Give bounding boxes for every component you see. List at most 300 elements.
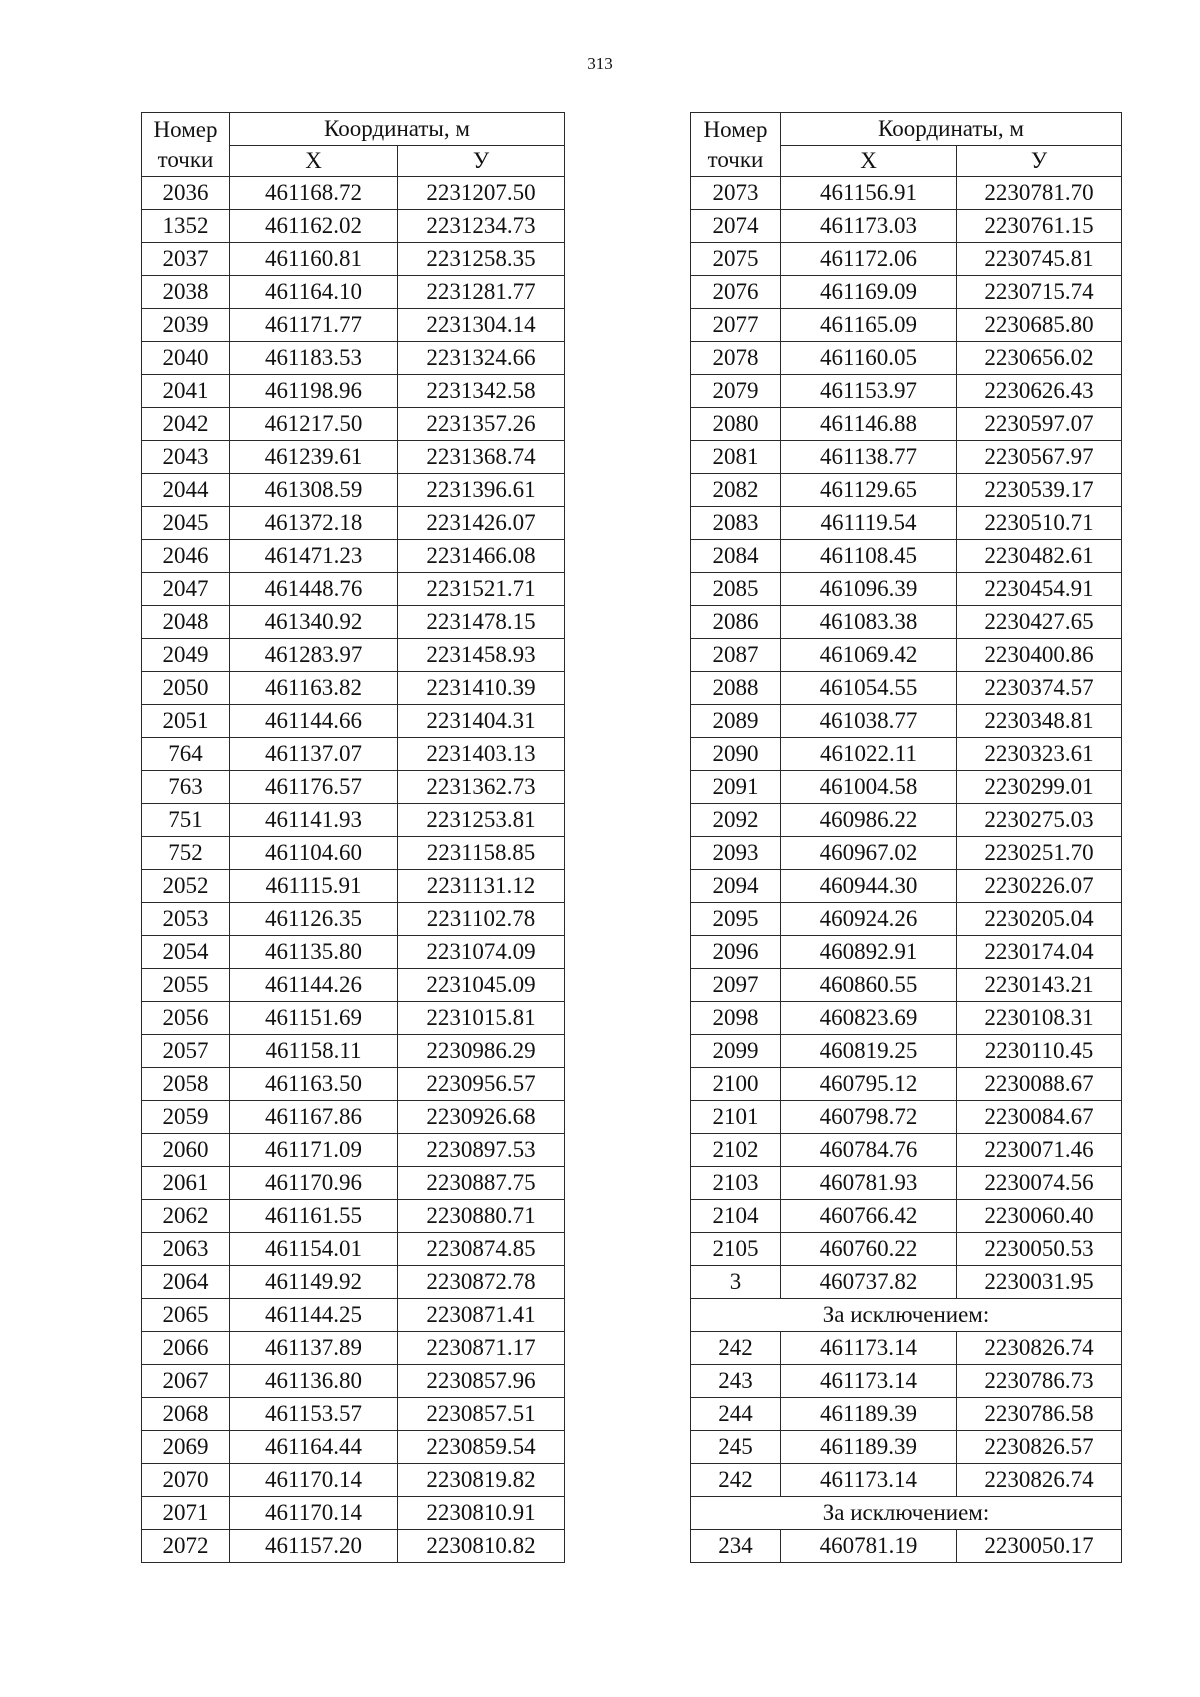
point-number-cell: 2082 <box>691 474 781 507</box>
table-row <box>691 672 1122 705</box>
y-coordinate-cell: 2230745.81 <box>957 243 1122 276</box>
table-row <box>142 804 565 837</box>
table-row <box>142 309 565 342</box>
table-row <box>142 1134 565 1167</box>
x-coordinate-cell: 461141.93 <box>230 804 398 837</box>
x-coordinate-cell: 461448.76 <box>230 573 398 606</box>
y-coordinate-cell: 2230810.82 <box>398 1530 565 1563</box>
table-row <box>142 573 565 606</box>
x-coordinate-cell: 460986.22 <box>781 804 957 837</box>
point-number-cell: 2091 <box>691 771 781 804</box>
coordinates-header: Координаты, м <box>230 113 565 146</box>
y-coordinate-cell: 2230510.71 <box>957 507 1122 540</box>
table-row <box>142 1266 565 1299</box>
x-coordinate-cell: 461154.01 <box>230 1233 398 1266</box>
table-row <box>142 276 565 309</box>
table-row <box>691 1398 1122 1431</box>
y-coordinate-cell: 2230859.54 <box>398 1431 565 1464</box>
x-coordinate-cell: 461183.53 <box>230 342 398 375</box>
y-coordinate-cell: 2231521.71 <box>398 573 565 606</box>
y-coordinate-cell: 2231045.09 <box>398 969 565 1002</box>
x-coordinate-cell: 461198.96 <box>230 375 398 408</box>
x-coordinate-cell: 461189.39 <box>781 1431 957 1464</box>
y-coordinate-cell: 2230482.61 <box>957 540 1122 573</box>
point-number-cell: 2077 <box>691 309 781 342</box>
y-coordinate-cell: 2230108.31 <box>957 1002 1122 1035</box>
x-coordinate-cell: 461156.91 <box>781 177 957 210</box>
x-coordinate-cell: 461165.09 <box>781 309 957 342</box>
point-number-cell: 2044 <box>142 474 230 507</box>
table-row <box>691 309 1122 342</box>
y-coordinate-cell: 2230251.70 <box>957 837 1122 870</box>
point-number-cell: 2090 <box>691 738 781 771</box>
table-row <box>142 243 565 276</box>
y-coordinate-cell: 2230781.70 <box>957 177 1122 210</box>
x-coordinate-cell: 461153.97 <box>781 375 957 408</box>
x-coordinate-cell: 461096.39 <box>781 573 957 606</box>
point-number-cell: 2037 <box>142 243 230 276</box>
point-number-cell: 2105 <box>691 1233 781 1266</box>
table-row <box>142 639 565 672</box>
y-coordinate-cell: 2230826.74 <box>957 1332 1122 1365</box>
x-coordinate-cell: 460823.69 <box>781 1002 957 1035</box>
point-number-cell: 2096 <box>691 936 781 969</box>
x-coordinate-cell: 460892.91 <box>781 936 957 969</box>
y-coordinate-cell: 2231478.15 <box>398 606 565 639</box>
y-coordinate-cell: 2230323.61 <box>957 738 1122 771</box>
point-number-cell: 2070 <box>142 1464 230 1497</box>
y-coordinate-cell: 2230810.91 <box>398 1497 565 1530</box>
table-row <box>142 837 565 870</box>
x-coordinate-cell: 461151.69 <box>230 1002 398 1035</box>
point-number-cell: 2088 <box>691 672 781 705</box>
table-row <box>142 1068 565 1101</box>
point-number-cell: 2059 <box>142 1101 230 1134</box>
y-coordinate-cell: 2230088.67 <box>957 1068 1122 1101</box>
point-number-cell: 2050 <box>142 672 230 705</box>
y-coordinate-cell: 2231258.35 <box>398 243 565 276</box>
x-coordinate-cell: 461108.45 <box>781 540 957 573</box>
coordinates-header: Координаты, м <box>781 113 1122 146</box>
y-coordinate-cell: 2230226.07 <box>957 870 1122 903</box>
point-number-cell: 2069 <box>142 1431 230 1464</box>
y-coordinate-cell: 2231368.74 <box>398 441 565 474</box>
y-coordinate-cell: 2230299.01 <box>957 771 1122 804</box>
y-coordinate-cell: 2230887.75 <box>398 1167 565 1200</box>
x-coordinate-cell: 461144.26 <box>230 969 398 1002</box>
point-number-cell: 2102 <box>691 1134 781 1167</box>
y-coordinate-cell: 2231304.14 <box>398 309 565 342</box>
y-coordinate-cell: 2230656.02 <box>957 342 1122 375</box>
x-coordinate-cell: 461137.89 <box>230 1332 398 1365</box>
point-number-cell: 763 <box>142 771 230 804</box>
x-coordinate-cell: 461158.11 <box>230 1035 398 1068</box>
table-row <box>142 177 565 210</box>
y-coordinate-cell: 2231102.78 <box>398 903 565 936</box>
y-coordinate-cell: 2230400.86 <box>957 639 1122 672</box>
x-coordinate-cell: 461163.50 <box>230 1068 398 1101</box>
point-number-cell: 2036 <box>142 177 230 210</box>
table-row <box>691 903 1122 936</box>
point-number-cell: 2097 <box>691 969 781 1002</box>
y-coordinate-cell: 2230374.57 <box>957 672 1122 705</box>
x-coordinate-cell: 460781.19 <box>781 1530 957 1563</box>
x-coordinate-cell: 461471.23 <box>230 540 398 573</box>
x-column-header: Х <box>230 146 398 177</box>
y-coordinate-cell: 2231207.50 <box>398 177 565 210</box>
table-row <box>691 243 1122 276</box>
table-row <box>142 1530 565 1563</box>
point-number-cell: 2100 <box>691 1068 781 1101</box>
point-number-cell: 2080 <box>691 408 781 441</box>
point-number-cell: 2081 <box>691 441 781 474</box>
point-number-cell: 2051 <box>142 705 230 738</box>
table-row <box>142 738 565 771</box>
table-row <box>691 1332 1122 1365</box>
x-coordinate-cell: 461144.66 <box>230 705 398 738</box>
table-row <box>691 210 1122 243</box>
point-number-cell: 2075 <box>691 243 781 276</box>
point-number-cell: 2052 <box>142 870 230 903</box>
point-number-cell: 2060 <box>142 1134 230 1167</box>
table-row <box>142 441 565 474</box>
table-row <box>691 1035 1122 1068</box>
y-coordinate-cell: 2230786.73 <box>957 1365 1122 1398</box>
table-row <box>691 375 1122 408</box>
exclusion-row <box>691 1497 1122 1530</box>
table-header-row <box>142 113 565 146</box>
table-row <box>142 1464 565 1497</box>
table-row <box>691 1431 1122 1464</box>
table-row <box>142 1101 565 1134</box>
table-row <box>142 1167 565 1200</box>
y-coordinate-cell: 2231131.12 <box>398 870 565 903</box>
point-number-cell: 245 <box>691 1431 781 1464</box>
point-number-cell: 2104 <box>691 1200 781 1233</box>
y-coordinate-cell: 2230986.29 <box>398 1035 565 1068</box>
x-coordinate-cell: 461153.57 <box>230 1398 398 1431</box>
y-coordinate-cell: 2230926.68 <box>398 1101 565 1134</box>
table-row <box>142 342 565 375</box>
point-number-cell: 2067 <box>142 1365 230 1398</box>
table-row <box>691 936 1122 969</box>
y-coordinate-cell: 2230786.58 <box>957 1398 1122 1431</box>
table-row <box>142 672 565 705</box>
point-number-cell: 243 <box>691 1365 781 1398</box>
table-row <box>142 1497 565 1530</box>
x-coordinate-cell: 460781.93 <box>781 1167 957 1200</box>
y-coordinate-cell: 2231466.08 <box>398 540 565 573</box>
y-coordinate-cell: 2230956.57 <box>398 1068 565 1101</box>
x-coordinate-cell: 461129.65 <box>781 474 957 507</box>
table-row <box>691 639 1122 672</box>
y-coordinate-cell: 2230205.04 <box>957 903 1122 936</box>
x-coordinate-cell: 461189.39 <box>781 1398 957 1431</box>
point-number-cell: 2072 <box>142 1530 230 1563</box>
x-coordinate-cell: 460760.22 <box>781 1233 957 1266</box>
y-coordinate-cell: 2230872.78 <box>398 1266 565 1299</box>
x-coordinate-cell: 461170.96 <box>230 1167 398 1200</box>
table-row <box>691 705 1122 738</box>
y-coordinate-cell: 2230597.07 <box>957 408 1122 441</box>
point-number-cell: 752 <box>142 837 230 870</box>
y-coordinate-cell: 2231342.58 <box>398 375 565 408</box>
y-coordinate-cell: 2230880.71 <box>398 1200 565 1233</box>
y-coordinate-cell: 2230031.95 <box>957 1266 1122 1299</box>
y-coordinate-cell: 2230348.81 <box>957 705 1122 738</box>
point-number-cell: 751 <box>142 804 230 837</box>
x-coordinate-cell: 461149.92 <box>230 1266 398 1299</box>
point-number-cell: 2039 <box>142 309 230 342</box>
y-coordinate-cell: 2230874.85 <box>398 1233 565 1266</box>
x-coordinate-cell: 461164.44 <box>230 1431 398 1464</box>
x-coordinate-cell: 461115.91 <box>230 870 398 903</box>
x-coordinate-cell: 460737.82 <box>781 1266 957 1299</box>
table-row <box>691 441 1122 474</box>
x-coordinate-cell: 461126.35 <box>230 903 398 936</box>
y-coordinate-cell: 2230110.45 <box>957 1035 1122 1068</box>
y-coordinate-cell: 2230626.43 <box>957 375 1122 408</box>
coordinates-table-left <box>141 112 565 1563</box>
coordinates-table-left-body <box>142 113 565 1563</box>
point-number-cell: 2066 <box>142 1332 230 1365</box>
table-row <box>691 573 1122 606</box>
exclusion-label: За исключением: <box>691 1299 1122 1332</box>
table-row <box>142 1200 565 1233</box>
y-coordinate-cell: 2230275.03 <box>957 804 1122 837</box>
point-number-header-line1: Номер <box>703 116 768 142</box>
point-number-cell: 3 <box>691 1266 781 1299</box>
y-coordinate-cell: 2231234.73 <box>398 210 565 243</box>
x-coordinate-cell: 461038.77 <box>781 705 957 738</box>
x-coordinate-cell: 460860.55 <box>781 969 957 1002</box>
table-row <box>691 1530 1122 1563</box>
x-coordinate-cell: 461022.11 <box>781 738 957 771</box>
y-coordinate-cell: 2231396.61 <box>398 474 565 507</box>
y-coordinate-cell: 2230060.40 <box>957 1200 1122 1233</box>
x-coordinate-cell: 461239.61 <box>230 441 398 474</box>
y-coordinate-cell: 2230454.91 <box>957 573 1122 606</box>
x-coordinate-cell: 461136.80 <box>230 1365 398 1398</box>
exclusion-label: За исключением: <box>691 1497 1122 1530</box>
table-row <box>142 1398 565 1431</box>
y-column-header: У <box>957 146 1122 177</box>
point-number-cell: 242 <box>691 1332 781 1365</box>
x-column-header: Х <box>781 146 957 177</box>
point-number-cell: 2085 <box>691 573 781 606</box>
y-coordinate-cell: 2230050.17 <box>957 1530 1122 1563</box>
table-row <box>142 870 565 903</box>
table-row <box>691 1365 1122 1398</box>
x-coordinate-cell: 461144.25 <box>230 1299 398 1332</box>
y-coordinate-cell: 2230567.97 <box>957 441 1122 474</box>
table-row <box>691 771 1122 804</box>
x-coordinate-cell: 461163.82 <box>230 672 398 705</box>
table-row <box>691 1233 1122 1266</box>
point-number-cell: 2064 <box>142 1266 230 1299</box>
point-number-cell: 2076 <box>691 276 781 309</box>
table-row <box>691 1068 1122 1101</box>
point-number-cell: 2038 <box>142 276 230 309</box>
point-number-cell: 2094 <box>691 870 781 903</box>
table-row <box>142 1365 565 1398</box>
x-coordinate-cell: 460798.72 <box>781 1101 957 1134</box>
table-row <box>691 540 1122 573</box>
x-coordinate-cell: 461004.58 <box>781 771 957 804</box>
point-number-cell: 2061 <box>142 1167 230 1200</box>
point-number-cell: 2073 <box>691 177 781 210</box>
x-coordinate-cell: 461104.60 <box>230 837 398 870</box>
table-row <box>142 375 565 408</box>
y-coordinate-cell: 2230826.74 <box>957 1464 1122 1497</box>
y-column-header: У <box>398 146 565 177</box>
point-number-cell: 242 <box>691 1464 781 1497</box>
y-coordinate-cell: 2230050.53 <box>957 1233 1122 1266</box>
y-coordinate-cell: 2230685.80 <box>957 309 1122 342</box>
y-coordinate-cell: 2231281.77 <box>398 276 565 309</box>
table-row <box>691 1464 1122 1497</box>
y-coordinate-cell: 2231357.26 <box>398 408 565 441</box>
point-number-cell: 2071 <box>142 1497 230 1530</box>
y-coordinate-cell: 2230897.53 <box>398 1134 565 1167</box>
point-number-cell: 2092 <box>691 804 781 837</box>
x-coordinate-cell: 461171.09 <box>230 1134 398 1167</box>
x-coordinate-cell: 461160.81 <box>230 243 398 276</box>
point-number-header <box>691 113 781 177</box>
table-row <box>142 705 565 738</box>
x-coordinate-cell: 461172.06 <box>781 243 957 276</box>
y-coordinate-cell: 2230084.67 <box>957 1101 1122 1134</box>
x-coordinate-cell: 460924.26 <box>781 903 957 936</box>
point-number-cell: 2095 <box>691 903 781 936</box>
table-row <box>142 903 565 936</box>
point-number-cell: 2086 <box>691 606 781 639</box>
point-number-cell: 2103 <box>691 1167 781 1200</box>
table-row <box>691 408 1122 441</box>
point-number-cell: 2055 <box>142 969 230 1002</box>
point-number-cell: 2068 <box>142 1398 230 1431</box>
table-row <box>691 1002 1122 1035</box>
x-coordinate-cell: 460819.25 <box>781 1035 957 1068</box>
x-coordinate-cell: 461168.72 <box>230 177 398 210</box>
point-number-cell: 2063 <box>142 1233 230 1266</box>
table-row <box>691 969 1122 1002</box>
table-row <box>691 1167 1122 1200</box>
table-row <box>142 606 565 639</box>
point-number-cell: 2062 <box>142 1200 230 1233</box>
x-coordinate-cell: 461170.14 <box>230 1497 398 1530</box>
x-coordinate-cell: 460795.12 <box>781 1068 957 1101</box>
point-number-cell: 2045 <box>142 507 230 540</box>
point-number-cell: 244 <box>691 1398 781 1431</box>
table-row <box>142 1233 565 1266</box>
table-row <box>691 1134 1122 1167</box>
y-coordinate-cell: 2231074.09 <box>398 936 565 969</box>
point-number-cell: 2065 <box>142 1299 230 1332</box>
table-row <box>142 969 565 1002</box>
y-coordinate-cell: 2230871.17 <box>398 1332 565 1365</box>
y-coordinate-cell: 2230071.46 <box>957 1134 1122 1167</box>
y-coordinate-cell: 2231403.13 <box>398 738 565 771</box>
x-coordinate-cell: 461167.86 <box>230 1101 398 1134</box>
point-number-cell: 2078 <box>691 342 781 375</box>
x-coordinate-cell: 461135.80 <box>230 936 398 969</box>
x-coordinate-cell: 461069.42 <box>781 639 957 672</box>
point-number-cell: 2058 <box>142 1068 230 1101</box>
table-row <box>691 342 1122 375</box>
y-coordinate-cell: 2230857.96 <box>398 1365 565 1398</box>
table-row <box>142 1332 565 1365</box>
table-row <box>691 1200 1122 1233</box>
x-coordinate-cell: 461137.07 <box>230 738 398 771</box>
x-coordinate-cell: 460944.30 <box>781 870 957 903</box>
table-row <box>142 474 565 507</box>
x-coordinate-cell: 461340.92 <box>230 606 398 639</box>
table-header-row <box>691 113 1122 146</box>
point-number-cell: 2098 <box>691 1002 781 1035</box>
x-coordinate-cell: 460967.02 <box>781 837 957 870</box>
point-number-cell: 2079 <box>691 375 781 408</box>
table-row <box>142 1002 565 1035</box>
y-coordinate-cell: 2230143.21 <box>957 969 1122 1002</box>
point-number-cell: 2057 <box>142 1035 230 1068</box>
point-number-cell: 2053 <box>142 903 230 936</box>
x-coordinate-cell: 461119.54 <box>781 507 957 540</box>
point-number-cell: 2087 <box>691 639 781 672</box>
table-row <box>142 408 565 441</box>
table-row <box>691 276 1122 309</box>
x-coordinate-cell: 461161.55 <box>230 1200 398 1233</box>
table-row <box>142 1035 565 1068</box>
point-number-cell: 1352 <box>142 210 230 243</box>
y-coordinate-cell: 2231458.93 <box>398 639 565 672</box>
table-row <box>691 1266 1122 1299</box>
x-coordinate-cell: 461164.10 <box>230 276 398 309</box>
table-row <box>691 606 1122 639</box>
table-row <box>142 210 565 243</box>
x-coordinate-cell: 461171.77 <box>230 309 398 342</box>
point-number-header-line2: точки <box>157 146 214 172</box>
page-number: 313 <box>587 54 613 73</box>
y-coordinate-cell: 2230826.57 <box>957 1431 1122 1464</box>
y-coordinate-cell: 2231426.07 <box>398 507 565 540</box>
x-coordinate-cell: 461160.05 <box>781 342 957 375</box>
point-number-cell: 2101 <box>691 1101 781 1134</box>
point-number-cell: 2054 <box>142 936 230 969</box>
y-coordinate-cell: 2231324.66 <box>398 342 565 375</box>
table-row <box>691 507 1122 540</box>
y-coordinate-cell: 2231404.31 <box>398 705 565 738</box>
y-coordinate-cell: 2230174.04 <box>957 936 1122 969</box>
x-coordinate-cell: 461170.14 <box>230 1464 398 1497</box>
table-row <box>691 738 1122 771</box>
table-row <box>691 804 1122 837</box>
x-coordinate-cell: 461173.14 <box>781 1365 957 1398</box>
y-coordinate-cell: 2230819.82 <box>398 1464 565 1497</box>
point-number-header-line1: Номер <box>153 116 218 142</box>
table-row <box>142 771 565 804</box>
table-row <box>691 837 1122 870</box>
x-coordinate-cell: 461157.20 <box>230 1530 398 1563</box>
x-coordinate-cell: 461308.59 <box>230 474 398 507</box>
point-number-cell: 234 <box>691 1530 781 1563</box>
point-number-header <box>142 113 230 177</box>
point-number-header-line2: точки <box>707 146 764 172</box>
y-coordinate-cell: 2230857.51 <box>398 1398 565 1431</box>
x-coordinate-cell: 460766.42 <box>781 1200 957 1233</box>
x-coordinate-cell: 461054.55 <box>781 672 957 705</box>
y-coordinate-cell: 2231158.85 <box>398 837 565 870</box>
